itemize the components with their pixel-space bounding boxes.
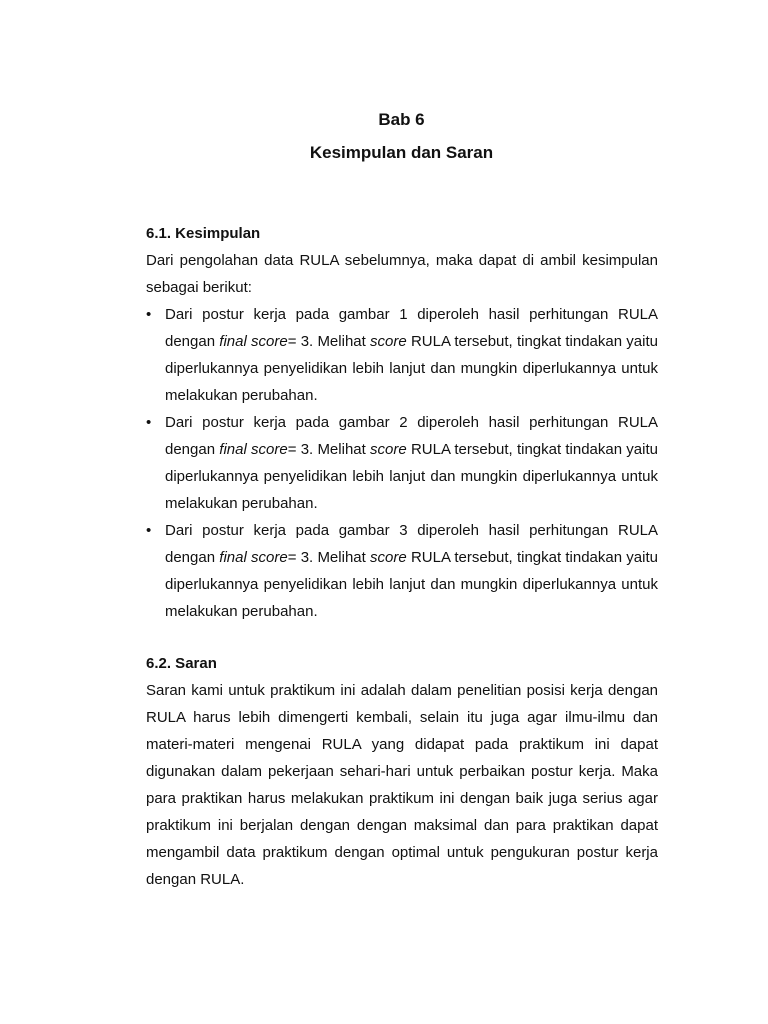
chapter-number: Bab 6 bbox=[378, 110, 425, 129]
bullet-text-italic: score bbox=[370, 549, 407, 566]
bullet-text-part: = 3. Melihat bbox=[287, 441, 371, 458]
list-item bbox=[146, 409, 658, 517]
bullet-icon: • bbox=[146, 522, 152, 539]
bullet-text-part: RULA tersebut, tingkat tindakan yaitu diperlukannya penyelidikan lebih lanjut dan mungkin diperlukannya untuk melakukan perubahan. bbox=[165, 549, 658, 620]
kesimpulan-intro: Dari pengolahan data RULA sebelumnya, maka dapat di ambil kesimpulan sebagai berikut: bbox=[146, 252, 658, 296]
bullet-text bbox=[165, 306, 658, 404]
section-heading-saran: 6.2. Saran bbox=[146, 655, 217, 672]
bullet-text-part: Dari postur kerja pada gambar 3 diperoleh hasil perhitungan RULA dengan bbox=[165, 522, 658, 566]
bullet-text-italic: final score bbox=[219, 441, 288, 458]
bullet-text-part: = 3. Melihat bbox=[287, 549, 371, 566]
bullet-text-part: RULA tersebut, tingkat tindakan yaitu diperlukannya penyelidikan lebih lanjut dan mungkin diperlukannya untuk melakukan perubahan. bbox=[165, 333, 658, 404]
bullet-text-part: RULA tersebut, tingkat tindakan yaitu diperlukannya penyelidikan lebih lanjut dan mungkin diperlukannya untuk melakukan perubahan. bbox=[165, 441, 658, 512]
bullet-text bbox=[165, 522, 658, 620]
bullet-icon: • bbox=[146, 306, 152, 323]
list-item bbox=[146, 517, 658, 625]
bullet-text bbox=[165, 414, 658, 512]
list-item bbox=[146, 301, 658, 409]
bullet-text-part: Dari postur kerja pada gambar 2 diperoleh hasil perhitungan RULA dengan bbox=[165, 414, 658, 458]
bullet-text-italic: score bbox=[370, 333, 407, 350]
kesimpulan-list bbox=[146, 301, 658, 625]
section-heading-kesimpulan: 6.1. Kesimpulan bbox=[146, 225, 261, 242]
saran-body: Saran kami untuk praktikum ini adalah dalam penelitian posisi kerja dengan RULA harus lebih dimengerti kembali, selain itu juga agar ilmu-ilmu dan materi-materi mengenai RULA yang didapat pada praktikum ini dapat digunakan dalam pekerjaan sehari-hari untuk perbaikan postur kerja. Maka para praktikan harus melakukan praktikum ini dengan baik juga serius agar praktikum ini berjalan dengan dengan maksimal dan para praktikan dapat mengambil data praktikum dengan optimal untuk pengukuran postur kerja dengan RULA. bbox=[146, 682, 658, 888]
chapter-title: Kesimpulan dan Saran bbox=[309, 143, 494, 162]
bullet-icon: • bbox=[146, 414, 152, 431]
bullet-text-part: Dari postur kerja pada gambar 1 diperoleh hasil perhitungan RULA dengan bbox=[165, 306, 658, 350]
bullet-text-italic: score bbox=[370, 441, 407, 458]
bullet-text-part: = 3. Melihat bbox=[287, 333, 371, 350]
bullet-text-italic: final score bbox=[219, 333, 288, 350]
bullet-text-italic: final score bbox=[219, 549, 288, 566]
